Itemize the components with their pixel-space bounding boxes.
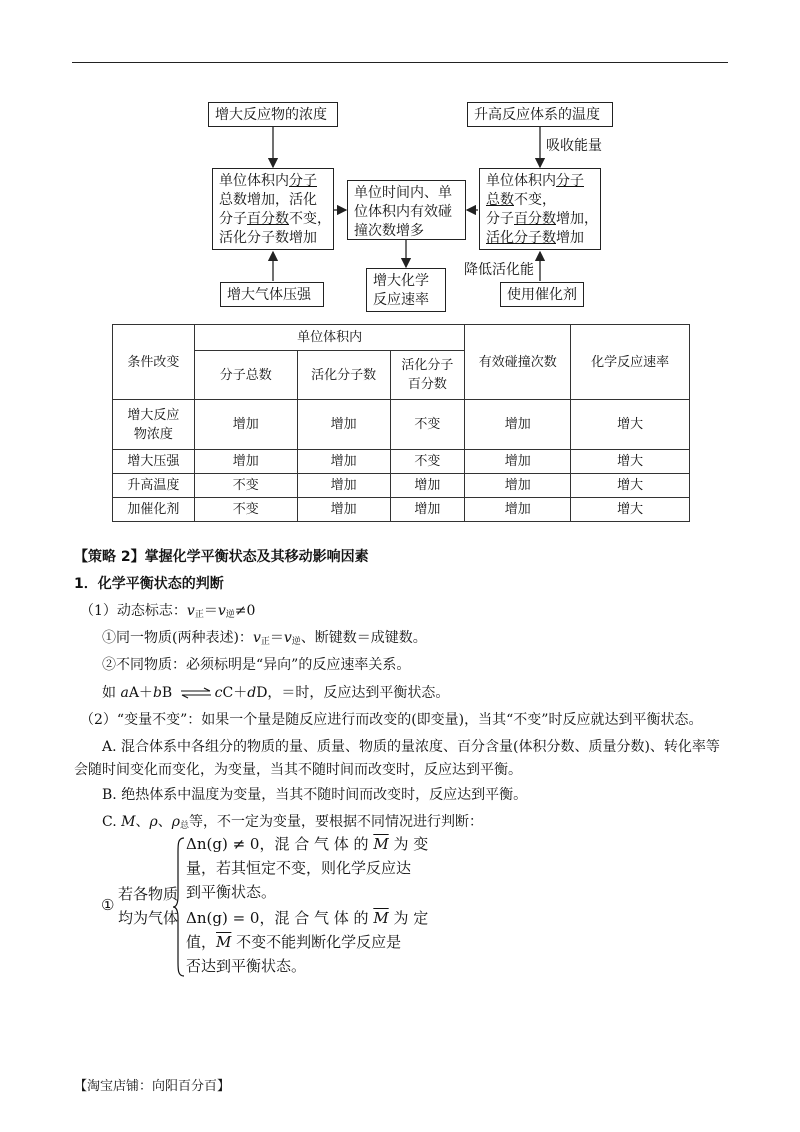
header-per-volume: 单位体积内 bbox=[194, 325, 465, 351]
equilibrium-arrow-icon bbox=[179, 687, 213, 699]
table-cell: 增大 bbox=[571, 474, 690, 498]
header-active-percent: 活化分子 百分数 bbox=[390, 351, 465, 400]
table-cell: 增加 bbox=[465, 450, 571, 474]
table-cell: 增加 bbox=[194, 450, 297, 474]
table-cell: 增加 bbox=[297, 498, 390, 522]
section-heading: 1．化学平衡状态的判断 bbox=[74, 576, 224, 592]
box-concentration: 增大反应物的浓度 bbox=[208, 102, 338, 127]
table-cell: 增加 bbox=[390, 498, 465, 522]
item-a-line2: 会随时间变化而变化，为变量，当其不随时间而改变时，反应达到平衡。 bbox=[74, 762, 522, 778]
table-cell: 增加 bbox=[194, 400, 297, 450]
dynamic-marker-line: （1）动态标志：$v_正=v_逆\ne 0$ bbox=[80, 603, 256, 620]
equation-line: 如 aA＋bB cC＋dD，＝时，反应达到平衡状态。 bbox=[102, 685, 450, 701]
condition-table bbox=[112, 324, 690, 522]
header-total-molecules: 分子总数 bbox=[194, 351, 297, 400]
header-rule bbox=[72, 62, 728, 63]
table-cell: 增大 bbox=[571, 400, 690, 450]
row-condition: 增大反应 物浓度 bbox=[113, 400, 195, 450]
header-active-molecules: 活化分子数 bbox=[297, 351, 390, 400]
box-center-collisions: 单位时间内、单 位体积内有效碰 撞次数增多 bbox=[347, 180, 466, 240]
table-cell: 增大 bbox=[571, 450, 690, 474]
header-rate: 化学反应速率 bbox=[571, 325, 690, 400]
table-row bbox=[113, 474, 690, 498]
row-condition: 升高温度 bbox=[113, 474, 195, 498]
row-condition: 加催化剂 bbox=[113, 498, 195, 522]
table-cell: 不变 bbox=[194, 498, 297, 522]
table-cell: 不变 bbox=[390, 400, 465, 450]
header-collision: 有效碰撞次数 bbox=[465, 325, 571, 400]
box-rate: 增大化学 反应速率 bbox=[366, 268, 446, 312]
strategy-heading: 【策略 2】掌握化学平衡状态及其移动影响因素 bbox=[74, 549, 369, 565]
box-left-molecules: 单位体积内分子 总数增加，活化 分子百分数不变， 活化分子数增加 bbox=[212, 168, 334, 250]
label-lower-activation: 降低活化能 bbox=[464, 262, 534, 278]
table-cell: 增加 bbox=[465, 498, 571, 522]
table-cell: 增加 bbox=[297, 400, 390, 450]
table-cell: 增加 bbox=[390, 474, 465, 498]
table-cell: 增加 bbox=[465, 474, 571, 498]
header-condition: 条件改变 bbox=[113, 325, 195, 400]
case-marker: ① bbox=[101, 896, 115, 914]
table-cell: 增加 bbox=[297, 450, 390, 474]
table-cell: 增大 bbox=[571, 498, 690, 522]
table-row bbox=[113, 498, 690, 522]
item-b-line: B. 绝热体系中温度为变量，当其不随时间而改变时，反应达到平衡。 bbox=[102, 787, 528, 803]
item-c-line: C. M、ρ、$\rho_总$等，不一定为变量，要根据不同情况进行判断： bbox=[102, 814, 483, 831]
box-pressure: 增大气体压强 bbox=[220, 282, 324, 307]
variable-line: （2）“变量不变”：如果一个量是随反应进行而改变的(即变量)，当其“不变”时反应就达到平衡状态。 bbox=[80, 712, 703, 728]
same-substance-line: ①同一物质(两种表述)：$v_正=v_逆$、断键数＝成键数。 bbox=[102, 630, 427, 647]
table-cell: 增加 bbox=[465, 400, 571, 450]
brace-icon bbox=[172, 836, 186, 978]
table-cell: 不变 bbox=[390, 450, 465, 474]
label-absorb-energy: 吸收能量 bbox=[546, 138, 602, 154]
table-row bbox=[113, 450, 690, 474]
table-cell: 不变 bbox=[194, 474, 297, 498]
case-left-label: 若各物质 均为气体 bbox=[118, 885, 179, 927]
case-gas-constant: Δn(g) = 0，混 合 气 体 的 M 为 定 值，M 不变不能判断化学反应是 否达到平衡状态。 bbox=[186, 909, 429, 975]
table-cell: 增加 bbox=[297, 474, 390, 498]
different-substance-line: ②不同物质：必须标明是“异向”的反应速率关系。 bbox=[102, 657, 411, 673]
table-row bbox=[113, 400, 690, 450]
footer-shop-label: 【淘宝店铺：向阳百分百】 bbox=[74, 1079, 231, 1094]
box-temperature: 升高反应体系的温度 bbox=[467, 102, 613, 127]
item-a-line1: A. 混合体系中各组分的物质的量、质量、物质的量浓度、百分含量(体积分数、质量分数)、转化率等 bbox=[102, 739, 720, 755]
box-right-molecules: 单位体积内分子 总数不变， 分子百分数增加， 活化分子数增加 bbox=[479, 168, 601, 250]
row-condition: 增大压强 bbox=[113, 450, 195, 474]
case-gas-change: Δn(g) ≠ 0，混 合 气 体 的 M 为 变 量，若其恒定不变，则化学反应达 到平衡状态。 bbox=[186, 835, 429, 901]
box-catalyst: 使用催化剂 bbox=[500, 282, 584, 307]
